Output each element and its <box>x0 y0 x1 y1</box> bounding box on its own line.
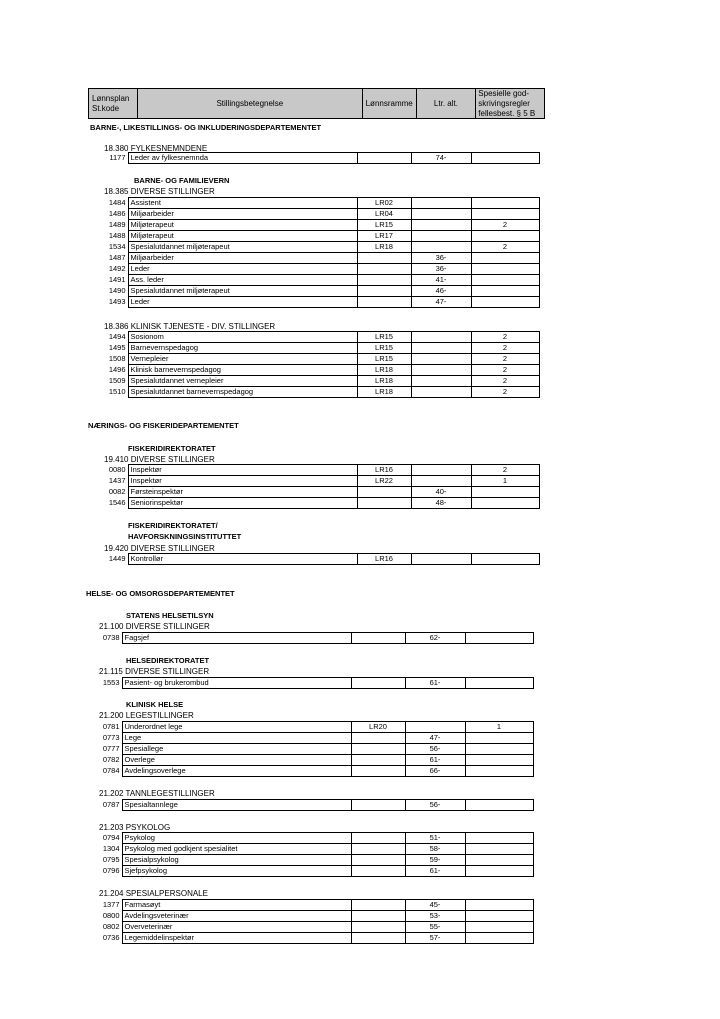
position-code: 0800 <box>84 911 122 922</box>
position-code: 1488 <box>90 231 128 242</box>
position-spesielle <box>465 866 533 877</box>
table-row <box>84 833 533 844</box>
position-lonnsramme: LR16 <box>357 554 411 565</box>
section-heading <box>99 711 194 720</box>
position-spesielle: 1 <box>465 722 533 733</box>
position-ltr-alt: 61- <box>405 866 465 877</box>
position-lonnsramme: LR20 <box>351 722 405 733</box>
position-title: Miljøarbeider <box>128 209 357 220</box>
section-number: 18.386 <box>104 322 129 331</box>
position-lonnsramme <box>351 833 405 844</box>
table-row <box>90 387 539 398</box>
position-ltr-alt: 47- <box>405 733 465 744</box>
position-ltr-alt: 62- <box>405 633 465 644</box>
position-spesielle <box>465 633 533 644</box>
position-ltr-alt: 66- <box>405 766 465 777</box>
table-row <box>90 231 539 242</box>
section-heading <box>99 823 170 832</box>
position-lonnsramme: LR15 <box>357 354 411 365</box>
position-spesielle: 2 <box>471 343 539 354</box>
position-ltr-alt: 36- <box>411 253 471 264</box>
position-lonnsramme <box>351 800 405 811</box>
position-spesielle <box>471 198 539 209</box>
subheading: FISKERIDIREKTORATET/ <box>128 521 218 530</box>
position-lonnsramme <box>351 733 405 744</box>
table-row <box>84 855 533 866</box>
position-ltr-alt <box>411 198 471 209</box>
position-table <box>90 197 540 308</box>
position-title: Inspektør <box>128 465 357 476</box>
section-name: DIVERSE STILLINGER <box>125 667 210 676</box>
table-row <box>90 487 539 498</box>
position-lonnsramme <box>357 286 411 297</box>
department-title: NÆRINGS- OG FISKERIDEPARTEMENTET <box>88 421 239 430</box>
position-spesielle: 1 <box>471 476 539 487</box>
position-code: 0796 <box>84 866 122 877</box>
position-lonnsramme <box>351 744 405 755</box>
position-lonnsramme <box>351 911 405 922</box>
position-ltr-alt <box>411 354 471 365</box>
position-spesielle: 2 <box>471 332 539 343</box>
position-title: Overlege <box>122 755 351 766</box>
position-title: Førsteinspektør <box>128 487 357 498</box>
position-spesielle <box>465 855 533 866</box>
position-code: 1510 <box>90 387 128 398</box>
table-row <box>90 209 539 220</box>
position-code: 1449 <box>90 554 128 565</box>
table-row <box>84 844 533 855</box>
header-ltr: Ltr. alt. <box>417 89 477 118</box>
header-betegnelse: Stillingsbetegnelse <box>138 89 363 118</box>
section-name: DIVERSE STILLINGER <box>130 544 215 553</box>
table-row <box>84 733 533 744</box>
position-title: Spesialutdannet barnevernspedagog <box>128 387 357 398</box>
position-title: Barnevernspedagog <box>128 343 357 354</box>
position-title: Farmasøyt <box>122 900 351 911</box>
position-ltr-alt <box>411 332 471 343</box>
position-code: 0802 <box>84 922 122 933</box>
position-code: 1534 <box>90 242 128 253</box>
section-name: LEGESTILLINGER <box>125 711 194 720</box>
position-code: 1377 <box>84 900 122 911</box>
position-lonnsramme: LR15 <box>357 220 411 231</box>
position-title: Spesialutdannet vernepleier <box>128 376 357 387</box>
position-spesielle: 2 <box>471 376 539 387</box>
section-number: 21.204 <box>99 889 124 898</box>
position-lonnsramme <box>351 844 405 855</box>
position-spesielle <box>471 275 539 286</box>
position-spesielle <box>471 209 539 220</box>
position-code: 0784 <box>84 766 122 777</box>
position-title: Inspektør <box>128 476 357 487</box>
section-name: TANNLEGESTILLINGER <box>125 789 215 798</box>
position-ltr-alt <box>411 465 471 476</box>
position-spesielle: 2 <box>471 465 539 476</box>
position-title: Vernepleier <box>128 354 357 365</box>
position-ltr-alt <box>411 231 471 242</box>
position-lonnsramme <box>357 297 411 308</box>
position-lonnsramme <box>357 487 411 498</box>
table-row <box>90 297 539 308</box>
position-code: 1491 <box>90 275 128 286</box>
position-code: 0777 <box>84 744 122 755</box>
table-row <box>90 286 539 297</box>
position-spesielle <box>471 153 539 164</box>
position-lonnsramme: LR16 <box>357 465 411 476</box>
position-lonnsramme <box>357 253 411 264</box>
position-table <box>84 721 534 777</box>
position-ltr-alt <box>405 722 465 733</box>
position-table <box>84 899 534 944</box>
header-spesielle: Spesielle god-skrivingsregler fellesbest. § 5 B <box>478 88 536 118</box>
position-title: Spesialpsykolog <box>122 855 351 866</box>
subheading: BARNE- OG FAMILIEVERN <box>134 176 230 185</box>
section-number: 21.115 <box>99 667 123 676</box>
position-title: Leder <box>128 264 357 275</box>
position-spesielle: 2 <box>471 242 539 253</box>
position-title: Assistent <box>128 198 357 209</box>
position-table <box>84 832 534 877</box>
position-spesielle <box>471 498 539 509</box>
section-heading <box>99 622 210 631</box>
position-code: 1486 <box>90 209 128 220</box>
position-title: Kontrollør <box>128 554 357 565</box>
position-title: Psykolog <box>122 833 351 844</box>
position-ltr-alt <box>411 376 471 387</box>
table-row <box>84 933 533 944</box>
position-spesielle <box>465 678 533 689</box>
position-lonnsramme <box>351 922 405 933</box>
position-lonnsramme <box>351 633 405 644</box>
section-heading <box>104 544 215 553</box>
position-spesielle <box>465 800 533 811</box>
section-heading <box>104 187 215 196</box>
position-spesielle: 2 <box>471 220 539 231</box>
table-header <box>88 88 545 119</box>
position-lonnsramme: LR04 <box>357 209 411 220</box>
position-spesielle <box>471 554 539 565</box>
position-ltr-alt: 74- <box>411 153 471 164</box>
subheading: HELSEDIREKTORATET <box>126 656 210 665</box>
position-ltr-alt: 47- <box>411 297 471 308</box>
position-lonnsramme: LR18 <box>357 242 411 253</box>
table-row <box>84 678 533 689</box>
position-lonnsramme: LR15 <box>357 332 411 343</box>
position-code: 1494 <box>90 332 128 343</box>
position-table <box>90 331 540 398</box>
position-title: Sjefpsykolog <box>122 866 351 877</box>
position-ltr-alt: 61- <box>405 755 465 766</box>
section-number: 19.410 <box>104 455 129 464</box>
position-title: Overveterinær <box>122 922 351 933</box>
position-ltr-alt: 55- <box>405 922 465 933</box>
section-heading <box>104 455 215 464</box>
position-code: 1553 <box>84 678 122 689</box>
position-ltr-alt <box>411 209 471 220</box>
position-code: 1508 <box>90 354 128 365</box>
position-title: Psykolog med godkjent spesialitet <box>122 844 351 855</box>
table-row <box>90 264 539 275</box>
header-ramme: Lønnsramme <box>363 89 417 118</box>
position-ltr-alt <box>411 220 471 231</box>
section-heading <box>99 789 215 798</box>
position-code: 1304 <box>84 844 122 855</box>
table-row <box>84 900 533 911</box>
subheading: KLINISK HELSE <box>126 700 184 709</box>
position-code: 1487 <box>90 253 128 264</box>
position-ltr-alt: 61- <box>405 678 465 689</box>
position-title: Spesialutdannet miljøterapeut <box>128 286 357 297</box>
position-spesielle <box>465 844 533 855</box>
position-lonnsramme <box>351 933 405 944</box>
position-spesielle <box>465 933 533 944</box>
position-title: Miljøarbeider <box>128 253 357 264</box>
table-row <box>84 922 533 933</box>
section-number: 18.380 <box>104 144 129 153</box>
position-title: Seniorinspektør <box>128 498 357 509</box>
position-code: 1490 <box>90 286 128 297</box>
position-ltr-alt <box>411 387 471 398</box>
position-ltr-alt: 48- <box>411 498 471 509</box>
position-lonnsramme: LR18 <box>357 365 411 376</box>
table-row <box>90 365 539 376</box>
position-code: 1509 <box>90 376 128 387</box>
section-number: 21.202 <box>99 789 124 798</box>
position-code: 0782 <box>84 755 122 766</box>
position-code: 0795 <box>84 855 122 866</box>
table-row <box>84 766 533 777</box>
table-row <box>90 198 539 209</box>
table-row <box>90 476 539 487</box>
position-code: 1489 <box>90 220 128 231</box>
table-row <box>84 800 533 811</box>
position-lonnsramme <box>357 275 411 286</box>
position-lonnsramme: LR15 <box>357 343 411 354</box>
position-ltr-alt: 46- <box>411 286 471 297</box>
position-lonnsramme <box>357 264 411 275</box>
position-lonnsramme <box>351 855 405 866</box>
table-row <box>90 354 539 365</box>
table-row <box>90 332 539 343</box>
position-title: Underordnet lege <box>122 722 351 733</box>
position-table <box>84 632 534 644</box>
position-ltr-alt: 36- <box>411 264 471 275</box>
position-spesielle: 2 <box>471 354 539 365</box>
department-title: HELSE- OG OMSORGSDEPARTEMENTET <box>86 589 235 598</box>
table-row <box>84 755 533 766</box>
position-ltr-alt: 51- <box>405 833 465 844</box>
position-lonnsramme: LR17 <box>357 231 411 242</box>
table-row <box>90 220 539 231</box>
position-code: 0794 <box>84 833 122 844</box>
position-spesielle <box>465 922 533 933</box>
table-row <box>90 253 539 264</box>
table-row <box>90 498 539 509</box>
position-code: 1492 <box>90 264 128 275</box>
table-row <box>84 633 533 644</box>
position-code: 0787 <box>84 800 122 811</box>
position-code: 0082 <box>90 487 128 498</box>
position-ltr-alt: 56- <box>405 800 465 811</box>
position-ltr-alt: 59- <box>405 855 465 866</box>
section-name: PSYKOLOG <box>125 823 171 832</box>
position-lonnsramme <box>351 678 405 689</box>
section-heading <box>99 667 209 676</box>
position-title: Lege <box>122 733 351 744</box>
position-lonnsramme <box>351 866 405 877</box>
position-spesielle <box>465 755 533 766</box>
position-code: 1496 <box>90 365 128 376</box>
header-kode: Lønnsplan St.kode <box>89 89 138 118</box>
position-code: 1484 <box>90 198 128 209</box>
position-code: 0736 <box>84 933 122 944</box>
position-table <box>84 799 534 811</box>
position-spesielle <box>471 264 539 275</box>
section-number: 18.385 <box>104 187 129 196</box>
subheading: FISKERIDIREKTORATET <box>128 444 216 453</box>
position-ltr-alt <box>411 554 471 565</box>
position-code: 1495 <box>90 343 128 354</box>
section-name: KLINISK TJENESTE - DIV. STILLINGER <box>130 322 276 331</box>
section-number: 21.200 <box>99 711 124 720</box>
section-heading <box>104 322 275 331</box>
position-ltr-alt: 53- <box>405 911 465 922</box>
position-title: Leder <box>128 297 357 308</box>
position-title: Legemiddelinspektør <box>122 933 351 944</box>
section-name: DIVERSE STILLINGER <box>130 187 215 196</box>
table-row <box>84 911 533 922</box>
position-title: Fagsjef <box>122 633 351 644</box>
position-spesielle <box>471 487 539 498</box>
position-lonnsramme <box>357 498 411 509</box>
position-lonnsramme: LR02 <box>357 198 411 209</box>
position-title: Pasient- og brukerombud <box>122 678 351 689</box>
section-name: FYLKESNEMNDENE <box>130 144 208 153</box>
position-spesielle <box>465 911 533 922</box>
position-title: Miljøterapeut <box>128 220 357 231</box>
section-name: SPESIALPERSONALE <box>125 889 208 898</box>
position-ltr-alt: 56- <box>405 744 465 755</box>
position-table <box>90 553 540 565</box>
position-spesielle <box>471 297 539 308</box>
position-spesielle <box>465 900 533 911</box>
position-title: Spesialutdannet miljøterapeut <box>128 242 357 253</box>
position-spesielle <box>471 231 539 242</box>
position-title: Klinisk barnevernspedagog <box>128 365 357 376</box>
table-row <box>84 744 533 755</box>
position-ltr-alt: 41- <box>411 275 471 286</box>
position-title: Spesiallege <box>122 744 351 755</box>
table-row <box>90 554 539 565</box>
position-lonnsramme: LR22 <box>357 476 411 487</box>
position-spesielle <box>471 253 539 264</box>
section-number: 19.420 <box>104 544 129 553</box>
position-code: 1437 <box>90 476 128 487</box>
subheading: HAVFORSKNINGSINSTITUTTET <box>128 532 242 541</box>
position-code: 1493 <box>90 297 128 308</box>
table-row <box>90 465 539 476</box>
table-row <box>84 722 533 733</box>
table-row <box>90 242 539 253</box>
section-heading <box>99 889 208 898</box>
position-lonnsramme <box>351 755 405 766</box>
section-number: 21.100 <box>99 622 124 631</box>
table-row <box>84 866 533 877</box>
position-spesielle: 2 <box>471 365 539 376</box>
position-ltr-alt: 58- <box>405 844 465 855</box>
position-table <box>84 677 534 689</box>
position-code: 1177 <box>90 153 128 164</box>
position-ltr-alt <box>411 242 471 253</box>
position-ltr-alt: 57- <box>405 933 465 944</box>
position-lonnsramme: LR18 <box>357 376 411 387</box>
position-code: 0080 <box>90 465 128 476</box>
position-code: 0781 <box>84 722 122 733</box>
position-lonnsramme <box>351 900 405 911</box>
position-spesielle: 2 <box>471 387 539 398</box>
section-name: DIVERSE STILLINGER <box>130 455 215 464</box>
position-ltr-alt: 45- <box>405 900 465 911</box>
position-spesielle <box>465 766 533 777</box>
position-title: Avdelingsveterinær <box>122 911 351 922</box>
position-spesielle <box>465 744 533 755</box>
position-title: Miljøterapeut <box>128 231 357 242</box>
table-row <box>90 153 539 164</box>
position-title: Sosionom <box>128 332 357 343</box>
position-ltr-alt: 40- <box>411 487 471 498</box>
position-title: Leder av fylkesnemnda <box>128 153 357 164</box>
position-ltr-alt <box>411 343 471 354</box>
position-lonnsramme: LR18 <box>357 387 411 398</box>
position-ltr-alt <box>411 365 471 376</box>
department-title: BARNE-, LIKESTILLINGS- OG INKLUDERINGSDEPARTEMENTET <box>90 123 322 132</box>
table-row <box>90 275 539 286</box>
position-spesielle <box>465 833 533 844</box>
section-number: 21.203 <box>99 823 124 832</box>
position-spesielle <box>471 286 539 297</box>
table-row <box>90 376 539 387</box>
position-code: 1546 <box>90 498 128 509</box>
position-lonnsramme <box>357 153 411 164</box>
position-table <box>90 464 540 509</box>
table-row <box>90 343 539 354</box>
subheading: STATENS HELSETILSYN <box>126 611 214 620</box>
section-name: DIVERSE STILLINGER <box>125 622 210 631</box>
position-title: Spesialtannlege <box>122 800 351 811</box>
position-code: 0773 <box>84 733 122 744</box>
position-lonnsramme <box>351 766 405 777</box>
position-code: 0738 <box>84 633 122 644</box>
position-title: Avdelingsoverlege <box>122 766 351 777</box>
position-table <box>90 152 540 164</box>
position-title: Ass. leder <box>128 275 357 286</box>
position-spesielle <box>465 733 533 744</box>
position-ltr-alt <box>411 476 471 487</box>
